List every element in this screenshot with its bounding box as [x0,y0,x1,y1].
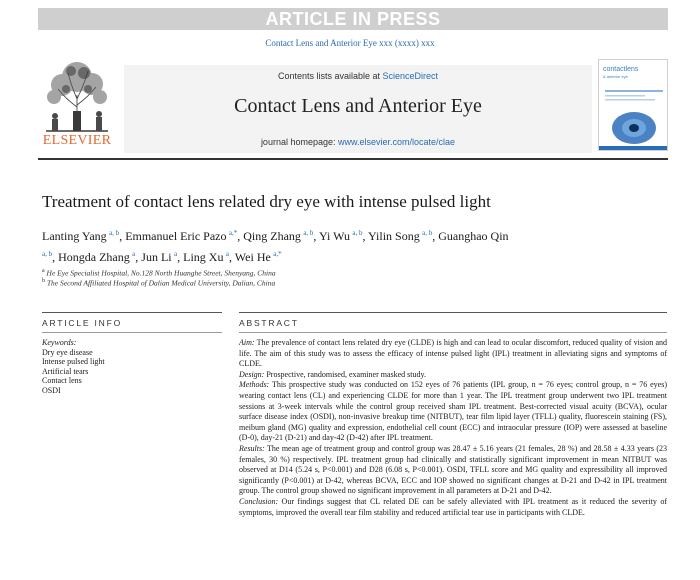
methods-text: This prospective study was conducted on 152 eyes of 76 patients (IPL group, n = 76 eyes; control group, n = 76 eyes) wearing contact lens (CL) and experiencing CLDE for more than 1 year. The IPL treatment group underwent two IPL treatment sessions at 3-week intervals while the control group received sham IPL treatment. Best-corrected visual acuity (BCVA), ocular surface disease index (OSDI), non-invasive breakup time (NITBUT), tear film lipid layer (TFLL) quality, fluorescein staining (FS), meibum gland (MG) quality and expression, endothelial cell count (ECC) and intraocular pressure (IOP) were assessed at baseline (D-0), day-21 (D-21) and day-42 (D-42) after IPL treatment. [239,380,667,443]
article-info-subrule [42,332,222,333]
aim-label: Aim: [239,338,255,347]
author-list: Lanting Yang $^{a, b}$, Emmanuel Eric Pazo $^{a,*}$, Qing Zhang $^{a, b}$, Yi Wu $^{a, b}$, Yilin Song $^{a, b}$, Guanghao Qin $^{a, b}$, Hongda Zhang $^a$, Jun Li $^a$, Ling Xu $^a$, Wei He $^{a,*}$ [42,229,509,264]
conclusion-text: Our findings suggest that CL related DE can be safely alleviated with IPL treatment as it reduced the severity of symptoms, improved the overall tear film stability and reduced artificial tear use in participants with CLDE. [239,496,667,517]
article-info-rule [42,312,222,313]
results-text: The mean age of treatment group and control group was 28.47 ± 5.16 years (21 females, 28 %) and 28.58 ± 4.33 years (23 females, 30 %) respectively. IPL treatment group had clinically and statistically significant improvement in mean NITBUT was observed at D14 (5.24 s, P<0.001) and D28 (6.08 s, P<0.001). OSDI, TFLL score and MG quality and expressibility all improved significantly (P<0.001) at D-42, whereas BCVA, ECC and IOP showed no significant changes at D-21 and D-42 in IPL treatment group. The control group showed no significant improvement in all parameters at D-21 and D-42. [239,443,667,496]
author-affil-marker[interactable]: a [225,250,229,258]
results-label: Results: [239,443,265,453]
sciencedirect-link[interactable]: ScienceDirect [382,71,439,81]
affiliation-a [42,268,642,278]
abstract-methods [239,380,667,444]
article-title: Treatment of contact lens related dry eye with intense pulsed light [42,192,491,211]
abstract-aim [239,338,667,370]
banner-text: ARTICLE IN PRESS [265,8,441,29]
author-affil-marker[interactable]: a [132,250,136,258]
author-name[interactable]: Lanting Yang [42,229,107,243]
affiliation-marker: b [42,278,45,284]
abstract-rule [239,312,667,313]
article-in-press-banner [38,8,668,30]
abstract-results [239,444,667,497]
journal-title: Contact Lens and Anterior Eye [234,95,482,117]
elsevier-tree-icon [38,55,116,133]
author-affil-marker[interactable]: a,* [228,229,238,237]
journal-cover-thumbnail [598,59,668,151]
cover-subtitle: & anterior eye [603,74,628,79]
author-name[interactable]: Jun Li [141,250,172,264]
affiliation-b [42,278,642,288]
keyword-item: Dry eye disease [42,347,93,357]
author-name[interactable]: Guanghao Qin [438,229,509,243]
cover-artwork [599,86,668,151]
author-name[interactable]: Emmanuel Eric Pazo [125,229,227,243]
author-affil-marker[interactable]: a, b [422,229,433,237]
cover-title: contactlens [603,66,639,73]
elsevier-logo [38,55,116,153]
journal-header [38,55,668,153]
conclusion-label: Conclusion: [239,496,279,506]
author-name[interactable]: Qing Zhang [243,229,301,243]
author-name[interactable]: Yilin Song [368,229,420,243]
affiliation-text: He Eye Specialist Hospital, No.128 North Huanghe Street, Shenyang, China [46,268,276,278]
journal-info-box [124,65,592,153]
aim-text: The prevalence of contact lens related dry eye (CLDE) is high and can lead to ocular discomfort, reduced quality of vision and life. The aim of this study was to assess the efficacy of intense pulsed light (IPL) treatment in alleviating signs and symptoms of CLDE. [239,338,668,369]
contents-prefix: Contents lists available at [277,71,383,81]
author-name[interactable]: Hongda Zhang [58,250,130,264]
design-text: Prospective, randomised, examiner masked study. [266,369,426,379]
author-affil-marker[interactable]: a, b [352,229,363,237]
design-label: Design: [239,369,265,379]
author-name[interactable]: Ling Xu [183,250,224,264]
homepage-prefix: journal homepage: [260,137,338,147]
abstract-design [239,370,667,381]
abstract-body [239,338,667,518]
journal-homepage-line [124,137,592,147]
keywords-label: Keywords: [42,338,77,347]
abstract-subrule [239,332,667,333]
author-affil-marker[interactable]: a [174,250,178,258]
header-divider [38,158,668,160]
author-affil-marker[interactable]: a,* [273,250,282,258]
abstract-heading: ABSTRACT [239,318,299,328]
journal-citation[interactable]: Contact Lens and Anterior Eye xxx (xxxx) xxx [265,38,435,48]
contents-line [124,71,592,81]
article-info-heading: ARTICLE INFO [42,318,123,328]
methods-label: Methods: [239,380,270,390]
keyword-item: Contact lens [42,376,82,386]
elsevier-wordmark: ELSEVIER [42,133,112,148]
affiliation-marker: a [42,268,45,274]
keyword-item: Artificial tears [42,366,89,376]
abstract-conclusion [239,497,667,518]
author-name[interactable]: Yi Wu [318,229,350,243]
author-affil-marker[interactable]: a, b [42,250,53,258]
author-name[interactable]: Wei He [234,250,271,264]
author-affil-marker[interactable]: a, b [303,229,314,237]
author-affil-marker[interactable]: a, b [109,229,120,237]
homepage-link[interactable]: www.elsevier.com/locate/clae [338,137,456,147]
keyword-item: OSDI [42,385,61,395]
keyword-item: Intense pulsed light [42,357,105,367]
affiliation-text: The Second Affiliated Hospital of Dalian Medical University, Dalian, China [46,278,276,288]
keywords-block [42,338,222,396]
